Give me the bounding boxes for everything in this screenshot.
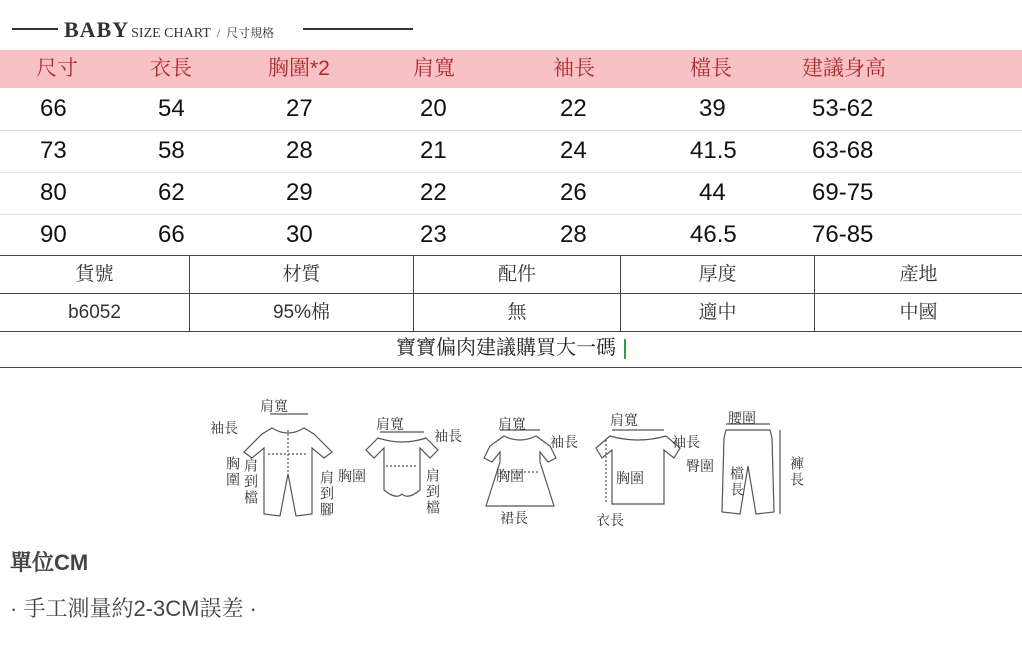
- error-note: · 手工測量約2-3CM誤差 ·: [10, 596, 257, 621]
- table-cell: 22: [420, 179, 447, 206]
- table-cell: 69-75: [812, 179, 874, 206]
- table-cell: 90: [40, 221, 67, 248]
- table-cell: 39: [699, 95, 726, 122]
- romper-shoulder-to-crotch-label: [222, 456, 242, 536]
- product-info-table: [0, 255, 1022, 332]
- romper-foot-label: 肩到腳: [318, 470, 334, 518]
- info-item-no: b6052: [0, 294, 190, 331]
- header-chinese: 尺寸規格: [226, 26, 275, 40]
- table-cell: 80: [40, 179, 67, 206]
- top-length-label: 衣長: [596, 513, 624, 529]
- table-cell: 46.5: [690, 221, 737, 248]
- info-header-origin: 產地: [899, 264, 938, 285]
- bodysuit-chest-label: 胸圍: [338, 469, 366, 485]
- table-cell: 20: [420, 95, 447, 122]
- col-shoulder: 肩寬: [413, 57, 455, 80]
- table-cell: 27: [286, 95, 313, 122]
- info-value-row: [0, 293, 1022, 331]
- col-sleeve: 袖長: [553, 57, 595, 80]
- table-cell: 73: [40, 137, 67, 164]
- dress-chest-label: 胸圍: [496, 469, 524, 485]
- table-cell: 22: [560, 95, 587, 122]
- unit-label: 單位CM: [10, 550, 89, 575]
- col-chest: 胸圍*2: [268, 57, 330, 80]
- info-header-row: [0, 256, 1022, 293]
- top-illustration: [596, 430, 680, 504]
- col-crotch: 檔長: [690, 57, 732, 80]
- pants-hip-label: 臀圍: [686, 459, 714, 475]
- table-row: [0, 173, 1022, 215]
- table-row: [0, 89, 1022, 131]
- pants-length-label: 褲長: [788, 456, 804, 488]
- sizing-note-row: [0, 330, 1022, 368]
- col-length: 衣長: [150, 57, 192, 80]
- table-cell: 58: [158, 137, 185, 164]
- top-shoulder-label: 肩寬: [610, 413, 638, 429]
- romper-crotch-label: 肩到檔: [242, 458, 258, 506]
- romper-shoulder-label: 肩寬: [260, 399, 288, 415]
- dress-shoulder-label: 肩寬: [498, 417, 526, 433]
- info-header-accessories: 配件: [414, 256, 621, 293]
- note-accent-bar: [624, 339, 626, 359]
- dress-sleeve-label: 袖長: [550, 435, 578, 451]
- romper-sleeve-label: 袖長: [210, 421, 238, 437]
- table-cell: 76-85: [812, 221, 874, 248]
- table-cell: 26: [560, 179, 587, 206]
- table-cell: 66: [158, 221, 185, 248]
- measurement-diagrams: [200, 396, 820, 536]
- table-cell: 41.5: [690, 137, 737, 164]
- info-header-item-no: 貨號: [0, 256, 190, 293]
- bodysuit-crotch-label: 肩到檔: [424, 468, 440, 516]
- table-cell: 28: [560, 221, 587, 248]
- table-cell: 66: [40, 95, 67, 122]
- bodysuit-sleeve-label: 袖長: [434, 429, 462, 445]
- pants-crotch-label: 檔長: [728, 466, 744, 498]
- top-chest-label: 胸圍: [616, 471, 644, 487]
- table-cell: 62: [158, 179, 185, 206]
- romper-chest-label: 胸圍: [224, 456, 240, 488]
- table-cell: 63-68: [812, 137, 874, 164]
- info-origin: 中國: [899, 302, 938, 323]
- brand-title: BABY: [64, 17, 130, 42]
- size-chart-header: [0, 14, 1022, 44]
- table-cell: 21: [420, 137, 447, 164]
- info-material: 95%棉: [190, 294, 414, 331]
- table-cell: 54: [158, 95, 185, 122]
- table-cell: 29: [286, 179, 313, 206]
- header-separator: /: [216, 26, 221, 40]
- dress-skirt-label: 裙長: [500, 511, 528, 527]
- bodysuit-shoulder-label: 肩寬: [376, 417, 404, 433]
- info-header-thickness: 厚度: [621, 256, 815, 293]
- table-cell: 24: [560, 137, 587, 164]
- header-left-rule: [12, 28, 58, 30]
- sizing-note: 寶寶偏肉建議購買大一碼: [396, 337, 616, 359]
- col-size: 尺寸: [36, 57, 78, 80]
- info-thickness: 適中: [621, 294, 815, 331]
- pants-waist-label: 腰圍: [728, 411, 756, 427]
- header-subtitle: SIZE CHART: [131, 26, 211, 41]
- header-title: [64, 17, 274, 43]
- table-cell: 23: [420, 221, 447, 248]
- table-cell: 28: [286, 137, 313, 164]
- table-row: [0, 215, 1022, 256]
- table-cell: 44: [699, 179, 726, 206]
- table-cell: 30: [286, 221, 313, 248]
- info-accessories: 無: [414, 294, 621, 331]
- size-table-header: [0, 50, 1022, 88]
- col-height: 建議身高: [802, 57, 886, 80]
- header-right-rule: [303, 28, 413, 30]
- top-sleeve-label: 袖長: [672, 435, 700, 451]
- info-header-material: 材質: [190, 256, 414, 293]
- table-cell: 53-62: [812, 95, 874, 122]
- table-row: [0, 131, 1022, 173]
